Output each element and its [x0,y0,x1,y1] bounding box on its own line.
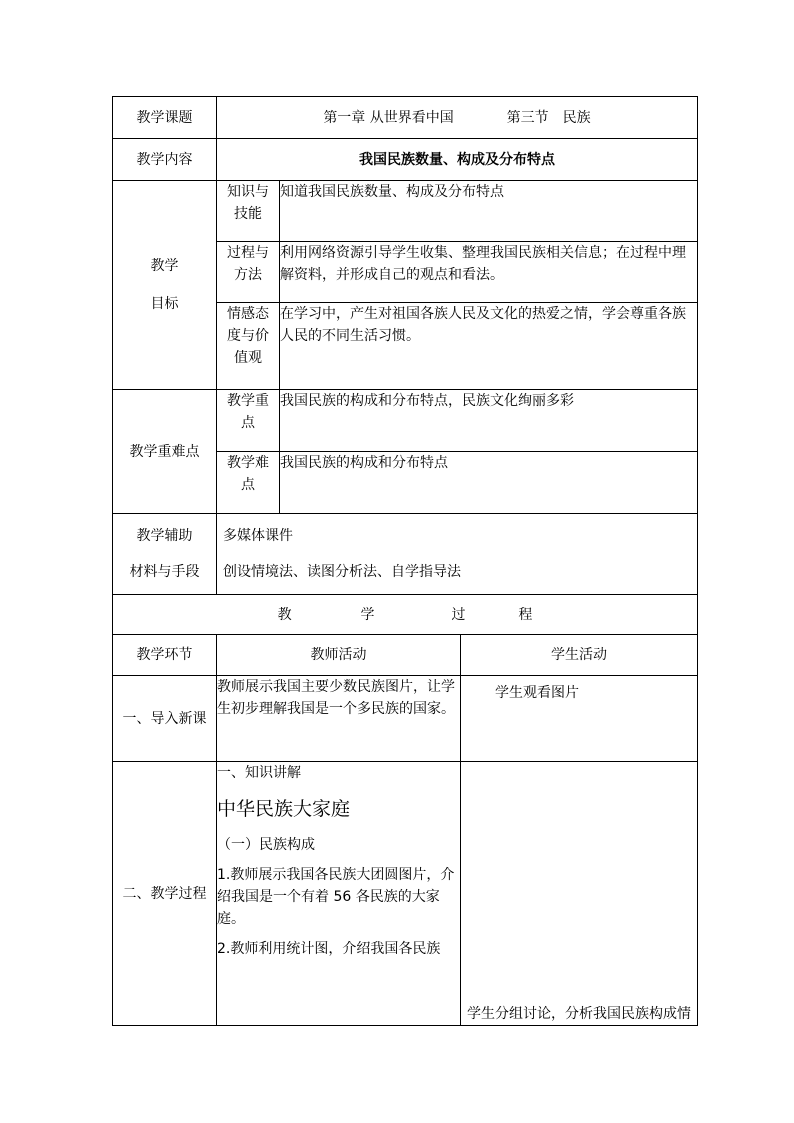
goal-sub-label [217,303,280,390]
row-aids [113,514,698,595]
keypoint-text: 我国民族的构成和分布特点 [280,452,698,514]
process-header [113,595,698,635]
keypoint-sub-label-line: 教学重 [227,393,269,409]
row-process [113,762,698,1026]
process-header-char: 学 [360,606,375,623]
goal-text: 在学习中，产生对祖国各族人民及文化的热爱之情，学会尊重各族人民的不同生活习惯。 [280,303,698,390]
process-student: 学生分组讨论，分析我国民族构成情 [461,762,698,1026]
process-stage: 二、教学过程 [113,762,217,1026]
keypoint-sub-label-line: 教学难 [227,455,269,471]
row-keypoint [113,390,698,452]
goals-label-line1: 教学 [150,258,179,274]
goal-sub-label [217,181,280,242]
process-header-char: 教 [277,606,292,623]
row-content [113,139,698,181]
content-value: 我国民族数量、构成及分布特点 [217,139,698,181]
row-columns [113,635,698,676]
keypoint-sub-label-line: 点 [241,415,255,431]
goal-sub-label-line: 度与价 [227,328,269,344]
row-intro [113,676,698,762]
goal-sub-label-line: 知识与 [227,184,269,200]
col-teacher-header: 教师活动 [217,635,461,676]
keypoints-label: 教学重难点 [113,390,217,514]
content-label: 教学内容 [113,139,217,181]
intro-stage: 一、导入新课 [113,676,217,762]
goal-sub-label [217,242,280,303]
goal-sub-label-line: 技能 [234,206,262,222]
keypoint-sub-label [217,452,280,514]
topic-value [217,97,698,139]
keypoint-text: 我国民族的构成和分布特点，民族文化绚丽多彩 [280,390,698,452]
process-teacher-heading: 中华民族大家庭 [217,798,351,820]
col-student-header: 学生活动 [461,635,698,676]
aids-line2: 创设情境法、读图分析法、自学指导法 [223,564,461,580]
goal-text: 利用网络资源引导学生收集、整理我国民族相关信息；在过程中理解资料，并形成自己的观点和看法。 [280,242,698,303]
topic-section: 第三节 民族 [506,109,591,126]
process-teacher-step1: 1.教师展示我国各民族大团圆图片，介绍我国是一个有着 56 各民族的大家庭。 [217,867,455,927]
keypoint-sub-label [217,390,280,452]
aids-value [217,514,698,595]
goal-text: 知道我国民族数量、构成及分布特点 [280,181,698,242]
goal-sub-label-line: 方法 [234,267,262,283]
process-teacher-section: （一）民族构成 [217,837,315,853]
process-header-char: 过 [451,606,466,623]
process-header-char: 程 [518,606,533,623]
row-topic [113,97,698,139]
intro-student: 学生观看图片 [461,676,698,762]
aids-line1: 多媒体课件 [223,528,293,544]
intro-teacher: 教师展示我国主要少数民族图片，让学生初步理解我国是一个多民族的国家。 [217,676,461,762]
goal-sub-label-line: 过程与 [227,245,269,261]
lesson-plan-table [112,96,698,1026]
process-teacher-subtitle: 一、知识讲解 [217,765,301,781]
process-teacher-step2: 2.教师利用统计图，介绍我国各民族 [217,941,441,957]
aids-label-line2: 材料与手段 [129,564,200,580]
topic-chapter: 第一章 从世界看中国 [323,109,454,126]
goals-label-line2: 目标 [150,296,179,312]
row-goal-knowledge [113,181,698,242]
goal-sub-label-line: 情感态 [227,306,269,322]
aids-label [113,514,217,595]
col-stage-header: 教学环节 [113,635,217,676]
topic-label: 教学课题 [113,97,217,139]
aids-label-line1: 教学辅助 [136,528,193,544]
goals-label [113,181,217,390]
row-process-header [113,595,698,635]
process-teacher [217,762,461,1026]
goal-sub-label-line: 值观 [234,350,262,366]
keypoint-sub-label-line: 点 [241,477,255,493]
